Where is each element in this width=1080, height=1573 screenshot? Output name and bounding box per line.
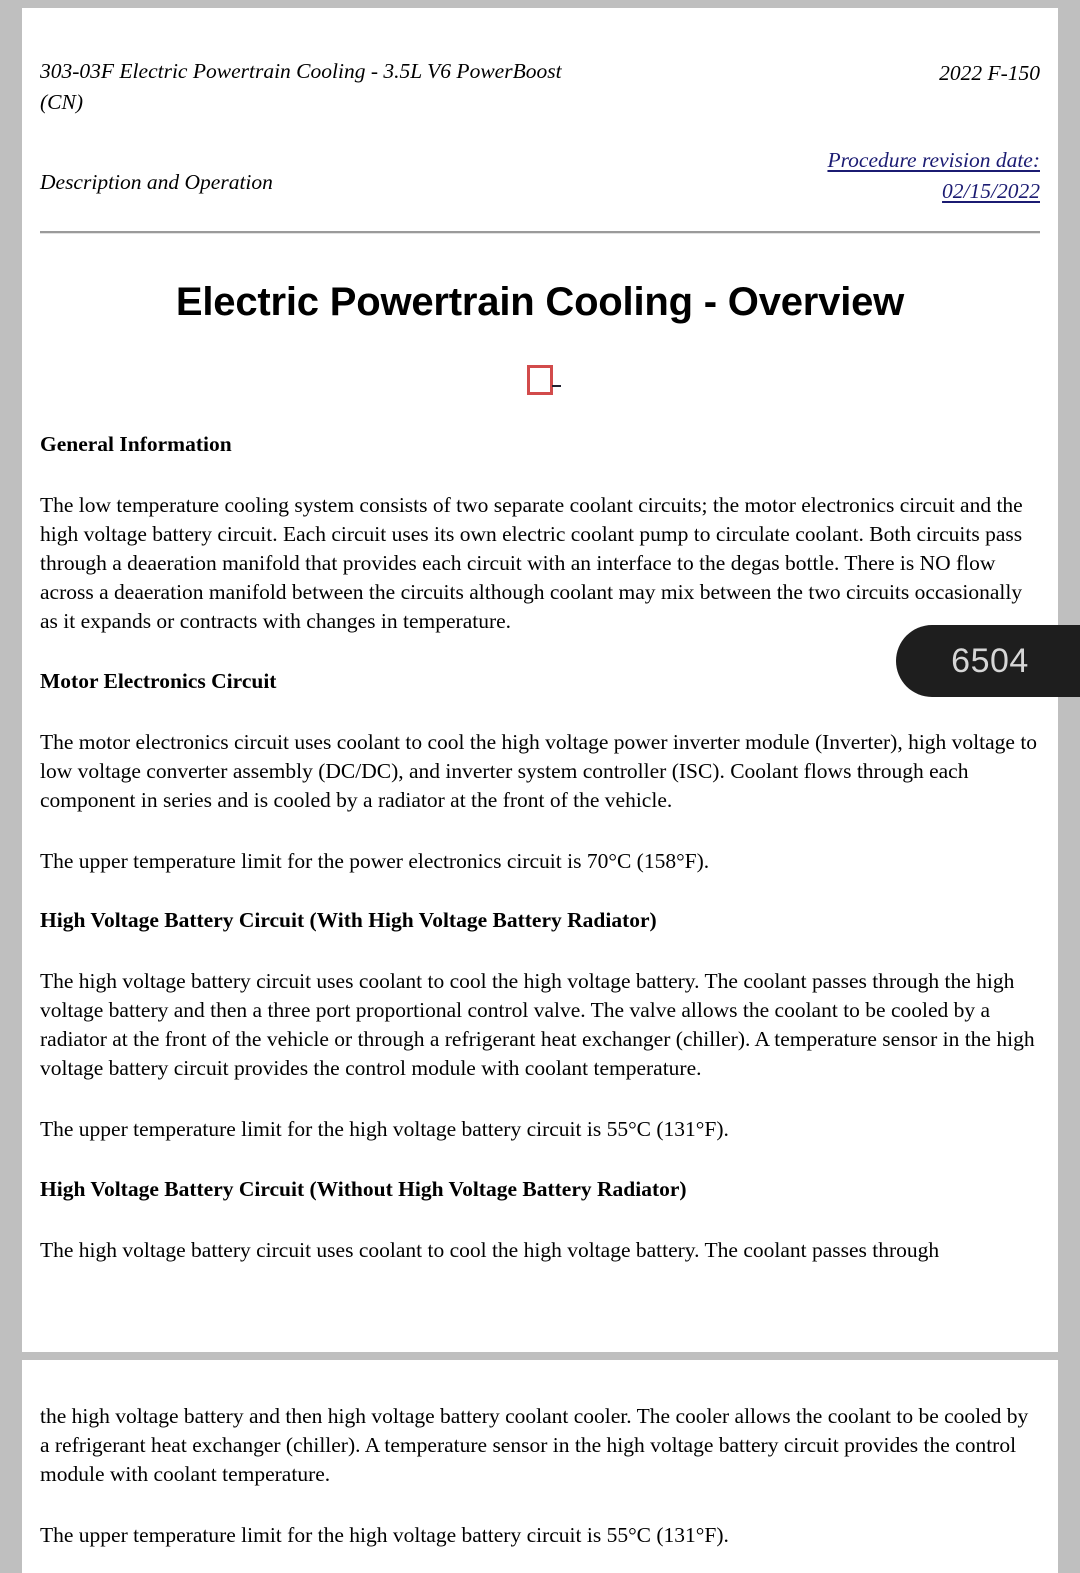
header-section-title-block — [40, 56, 562, 117]
header-subtitle: Description and Operation — [40, 170, 273, 195]
paragraph: The upper temperature limit for the power electronics circuit is 70°C (158°F). — [40, 848, 710, 873]
section-heading: High Voltage Battery Circuit (With High Voltage Battery Radiator) — [40, 908, 657, 933]
section-general-information-body — [40, 491, 1040, 636]
header-top-row — [40, 56, 1040, 117]
figure-container — [40, 365, 1040, 405]
page-1-body — [22, 431, 1058, 1264]
section-heading: High Voltage Battery Circuit (Without High Voltage Battery Radiator) — [40, 1176, 687, 1201]
paragraph: The upper temperature limit for the high voltage battery circuit is 55°C (131°F). — [40, 1522, 729, 1547]
section-heading: General Information — [40, 432, 232, 457]
header-vehicle-model-block — [939, 56, 1040, 89]
page-2-body — [22, 1402, 1058, 1550]
document-header — [40, 8, 1040, 234]
header-vehicle-model: 2022 F-150 — [939, 61, 1040, 85]
paragraph: the high voltage battery and then high voltage battery coolant cooler. The cooler allows the coolant to be cooled by a refrigerant heat exchanger (chiller). A temperature sensor in the high voltage battery circuit provides the control module with coolant temperature. — [40, 1404, 1029, 1486]
paragraph: The upper temperature limit for the high voltage battery circuit is 55°C (131°F). — [40, 1116, 729, 1141]
header-subtitle-block — [40, 145, 273, 198]
procedure-revision-date[interactable]: 02/15/2022 — [942, 179, 1040, 204]
section-hv-battery-with-radiator-body-2 — [40, 1115, 1040, 1144]
procedure-revision-link[interactable] — [827, 145, 1040, 207]
page-1-inner — [22, 8, 1058, 405]
section-motor-electronics-circuit — [40, 668, 1040, 696]
section-heading: Motor Electronics Circuit — [40, 668, 277, 693]
header-divider — [40, 231, 1040, 234]
section-hv-battery-without-radiator — [40, 1176, 1040, 1204]
section-motor-electronics-body-1 — [40, 728, 1040, 815]
section-motor-electronics-body-2 — [40, 847, 1040, 876]
section-general-information — [40, 431, 1040, 459]
paragraph: The high voltage battery circuit uses coolant to cool the high voltage battery. The coolant passes through — [40, 1237, 940, 1262]
page-2-paragraph-block-2 — [40, 1521, 1040, 1550]
broken-image-stub — [552, 385, 561, 387]
page-2-paragraph-block-1 — [40, 1402, 1040, 1489]
section-hv-battery-without-radiator-body — [40, 1236, 1040, 1265]
section-hv-battery-with-radiator — [40, 907, 1040, 935]
paragraph: The high voltage battery circuit uses coolant to cool the high voltage battery. The coolant passes through the high voltage battery and then a three port proportional control valve. The valve allows the coolant to be cooled by a radiator at the front of the vehicle or through a refrigerant heat exchanger (chiller). A temperature sensor in the high voltage battery circuit provides the control module with coolant temperature. — [40, 969, 1035, 1081]
paragraph: The motor electronics circuit uses coolant to cool the high voltage power inverter module (Inverter), high voltage to low voltage converter assembly (DC/DC), and inverter system controller (ISC). Coolant flows through each component in series and is cooled by a radiator at the front of the vehicle. — [40, 729, 1038, 812]
section-hv-battery-with-radiator-body-1 — [40, 967, 1040, 1083]
document-page-2 — [22, 1360, 1058, 1573]
scroll-position-badge: 6504 — [896, 625, 1080, 697]
page-title: Electric Powertrain Cooling - Overview — [175, 280, 905, 325]
header-section-title-line1: 303-03F Electric Powertrain Cooling - 3.5L V6 PowerBoost — [40, 59, 562, 83]
header-second-row — [40, 145, 1040, 207]
paragraph: The low temperature cooling system consists of two separate coolant circuits; the motor electronics circuit and the high voltage battery circuit. Each circuit uses its own electric coolant pump to circulate coolant. Both circuits pass through a deaeration manifold that provides each circuit with an interface to the degas bottle. There is NO flow across a deaeration manifold between the circuits although coolant may mix between the two circuits occasionally as it expands or contracts with changes in temperature. — [40, 493, 1023, 633]
broken-image-icon — [527, 365, 553, 395]
header-section-title-line2: (CN) — [40, 89, 83, 114]
procedure-revision-label[interactable]: Procedure revision date: — [827, 148, 1040, 173]
